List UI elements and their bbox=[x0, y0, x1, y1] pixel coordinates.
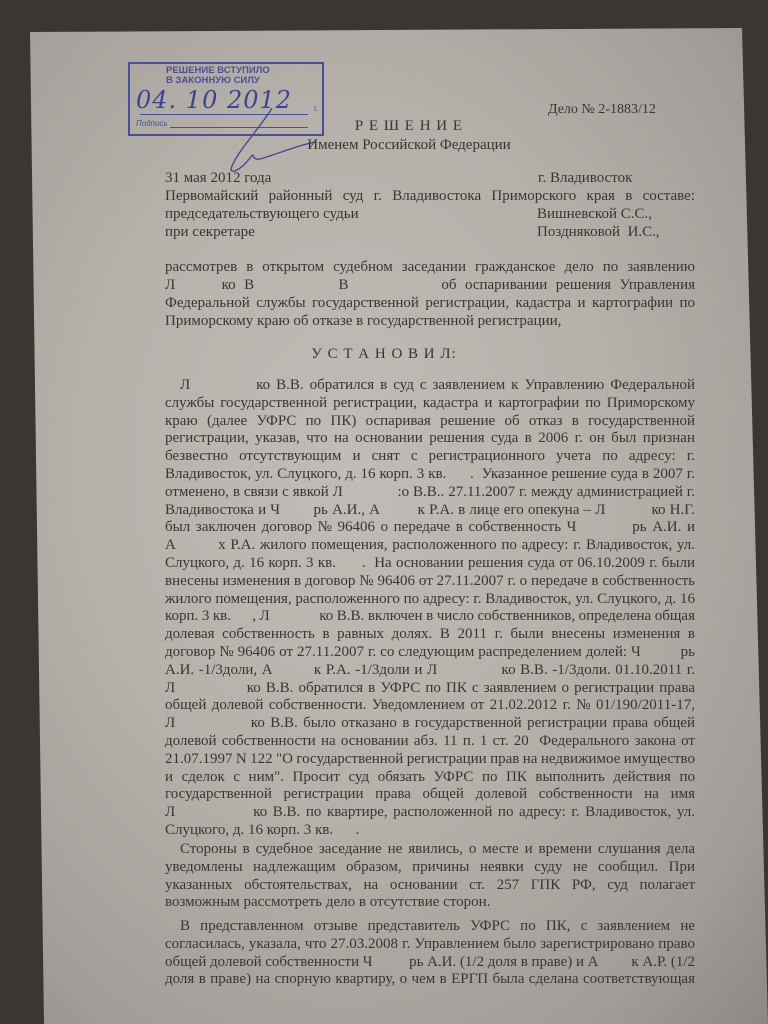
judge-name: Вишневской С.С., bbox=[537, 206, 652, 222]
text-line: службы государственной регистрации, кадастра и картографии по Приморскому bbox=[165, 394, 695, 411]
section-heading: У С Т А Н О В И Л: bbox=[311, 346, 457, 362]
text-line: внесены изменения в договор № 96406 от 27.11.2007 г. о передаче в собственность bbox=[165, 572, 695, 589]
text-line: доля в праве) на спорную квартиру, о чем в ЕРГП была сделана соответствующая bbox=[165, 971, 695, 988]
text-line: согласилась, указала, что 27.03.2008 г. Управлением было зарегистрировано право bbox=[165, 935, 695, 952]
text-line: 21.07.1997 N 122 "О государственной регистрации прав на недвижимое имущество bbox=[165, 750, 695, 767]
text-line: корп. 3 кв. , Л ко В.В. включен в число собственников, определена общая bbox=[165, 608, 695, 625]
stamp-handwritten-date: 04. 10 2012 bbox=[136, 86, 293, 114]
text-line: указанных обстоятельствах, на основании ст. 257 ГПК РФ, суд полагает bbox=[165, 876, 695, 893]
text-line: общей долевой собственности. Уведомлением от 21.02.2012 г. № 01/190/2011-17, bbox=[165, 697, 695, 714]
text-line: Л ко В.В. по квартире, расположенной по адресу: г. Владивосток, ул. bbox=[165, 804, 695, 821]
text-line: регистрации, указав, что на основании решения суда в 2006 г. он был признан bbox=[165, 430, 695, 447]
text-line: Л ко В.В. было отказано в государственной регистрации права общей bbox=[165, 715, 695, 732]
court-name: Первомайский районный суд г. Владивостока Приморского края в составе: bbox=[165, 188, 695, 204]
secretary-label: при секретаре bbox=[165, 224, 255, 240]
text-line: долевая собственность в равных долях. В 2011 г. были внесены изменения в bbox=[165, 626, 695, 643]
text-line: уведомлены надлежащим образом, причины неявки суду не сообщил. При bbox=[165, 858, 695, 875]
text-line: отменено, в связи с явкой Л :о В.В.. 27.11.2007 г. между администрацией г. bbox=[165, 483, 695, 500]
text-line: был заключен договор № 96406 о передаче в собственность Ч рь А.И. и bbox=[165, 519, 695, 536]
stamp-year-suffix: г. bbox=[313, 104, 318, 113]
text-line: Владивосток, ул. Слуцкого, д. 16 корп. 3 кв. . Указанное решение суда в 2007 г. bbox=[165, 466, 695, 482]
text-line: и сделок с ним". Просит суд обязать УФРС по ПК выполнить действия по bbox=[165, 768, 695, 785]
decision-date: 31 мая 2012 года bbox=[165, 170, 272, 186]
text-line: общей долевой собственности Ч рь А.И. (1/2 доля в праве) и А к А.Р. (1/2 bbox=[165, 953, 695, 970]
secretary-name: Поздняковой И.С., bbox=[537, 224, 660, 240]
text-line: А.И. -1/3доли, А к Р.А. -1/3доли и Л ко В.В. -1/3доли. 01.10.2011 г. bbox=[165, 661, 695, 678]
case-number: Дело № 2-1883/12 bbox=[548, 102, 656, 117]
document-subtitle: Именем Российской Федерации bbox=[307, 137, 511, 153]
stamp-line-2: В ЗАКОННУЮ СИЛУ bbox=[166, 75, 260, 86]
text-line: жилого помещения, расположенного по адресу: г. Владивосток, ул. Слуцкого, д. 16 bbox=[165, 590, 695, 607]
text-line: долевой собственности на основании абз. 11 п. 1 ст. 20 Федерального закона от bbox=[165, 733, 695, 749]
text-line: Слуцкого, д. 16 корп. 3 кв. . На основании решения суда от 06.10.2009 г. были bbox=[165, 555, 695, 571]
text-line: В представленном отзыве представитель УФРС по ПК, с заявлением не bbox=[180, 918, 695, 934]
stamp-signature-label: Подпись bbox=[136, 119, 168, 128]
text-line: Владивостока и Ч рь А.И., А к Р.А. в лице его опекуна – Л ко Н.Г. bbox=[165, 501, 695, 518]
text-line: Федеральной службы государственной регистрации, кадастра и картографии по bbox=[165, 294, 695, 311]
text-line: краю (далее УФРС по ПК) оспаривая решение об отказ в государственной bbox=[165, 412, 695, 429]
text-line: Слуцкого, д. 16 корп. 3 кв. . bbox=[165, 822, 360, 838]
text-line: Л ко В.В. обратился в суд с заявлением к Управлению Федеральной bbox=[180, 377, 695, 393]
text-line: государственной регистрации права общей долевой собственности на имя bbox=[165, 786, 695, 803]
text-line: Л ко В.В. обратился в УФРС по ПК с заявлением о регистрации права bbox=[165, 679, 695, 696]
text-line: Л ко В В об оспаривании решения Управления bbox=[165, 276, 695, 293]
text-line: договор № 96406 от 27.11.2007 г. со следующим распределением долей: Ч рь bbox=[165, 644, 695, 660]
text-line: Стороны в судебное заседание не явились, о месте и времени слушания дела bbox=[180, 841, 695, 857]
judge-label: председательствующего судьи bbox=[165, 206, 359, 222]
text-line: рассмотрев в открытом судебном заседании гражданское дело по заявлению bbox=[165, 259, 695, 275]
text-line: возможным рассмотреть дело в отсутствие сторон. bbox=[165, 894, 491, 911]
decision-city: г. Владивосток bbox=[538, 170, 633, 186]
text-line: безвестно отсутствующим и снят с регистрационного учета по адресу: г. bbox=[165, 448, 695, 465]
text-line: Приморскому краю об отказе в государственной регистрации, bbox=[165, 312, 562, 329]
text-line: А х Р.А. жилого помещения, расположенного по адресу: г. Владивосток, ул. bbox=[165, 537, 695, 554]
document-title: Р Е Ш Е Н И Е bbox=[354, 118, 464, 134]
stamp-line-1: РЕШЕНИЕ ВСТУПИЛО bbox=[166, 65, 270, 76]
